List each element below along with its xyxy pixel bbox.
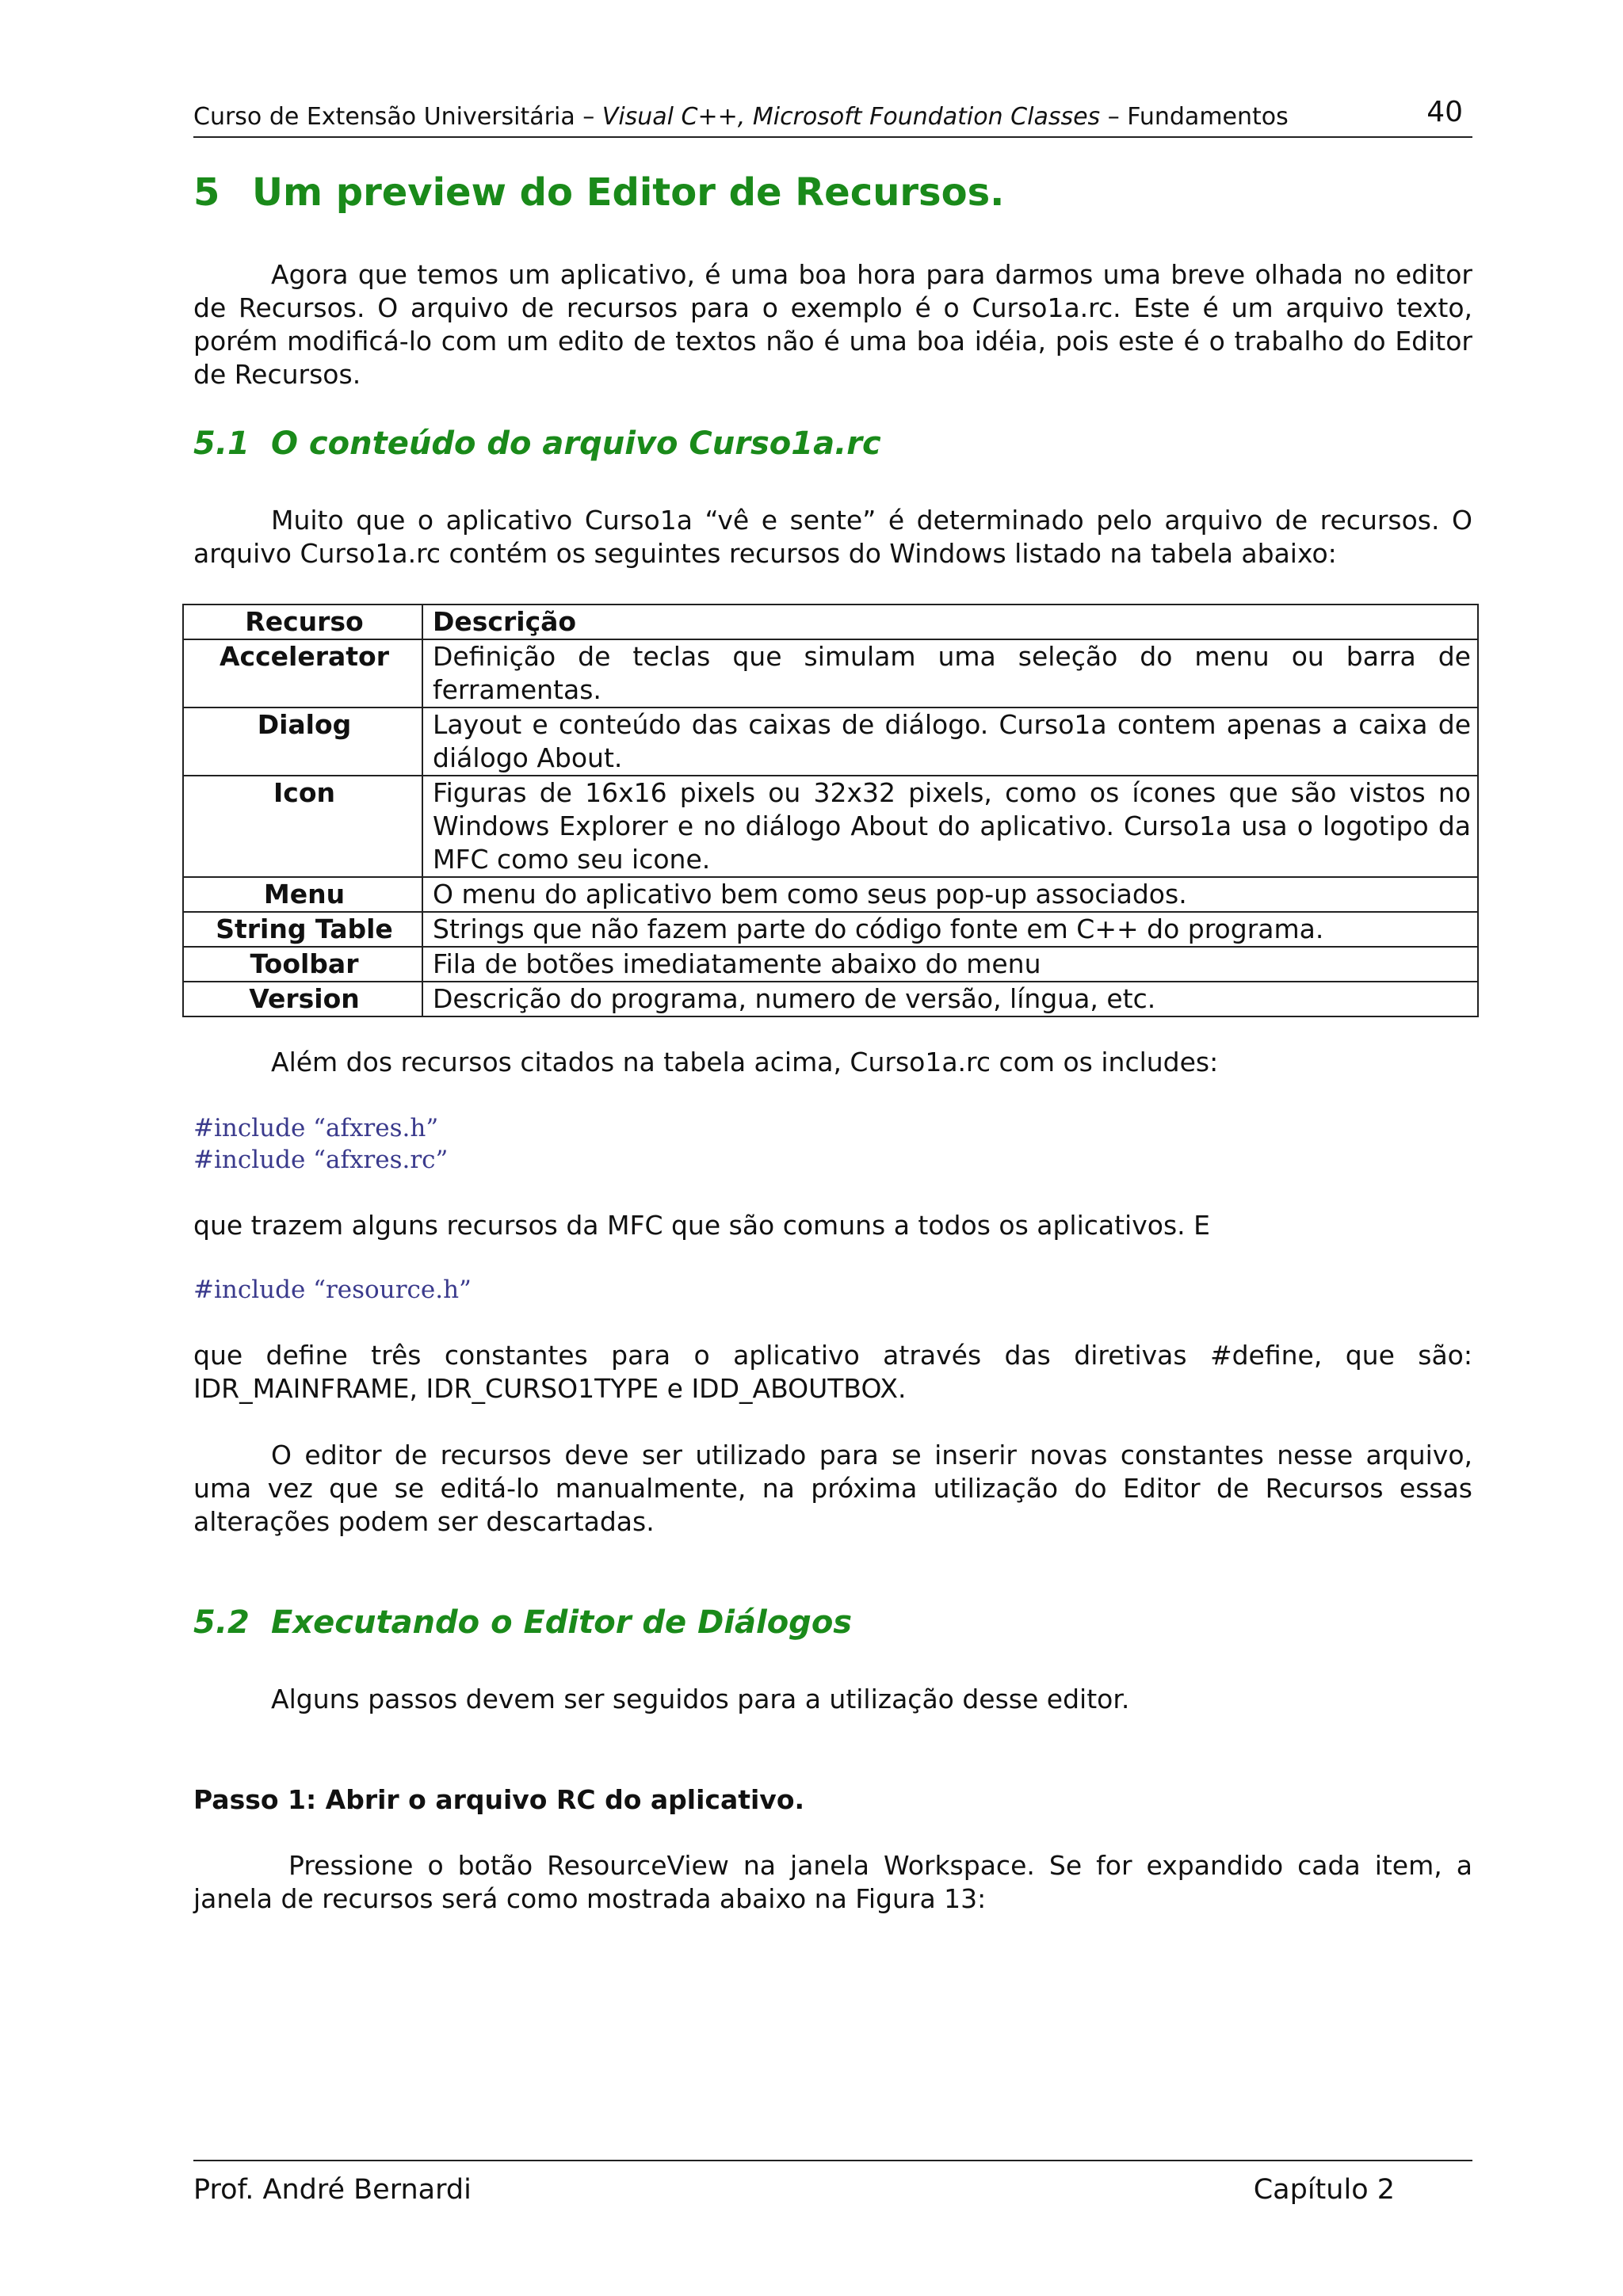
step-1-title: Passo 1: Abrir o arquivo RC do aplicativo. [193, 1784, 805, 1815]
subsection-number-2: 5.2 [193, 1604, 250, 1641]
running-header [193, 98, 1472, 138]
section-title: Um preview do Editor de Recursos. [252, 170, 1005, 215]
table-header-description: Descrição [422, 605, 1478, 639]
table-cell-resource: Icon [183, 776, 422, 877]
table-cell-resource: Menu [183, 877, 422, 912]
table-row [183, 982, 1478, 1016]
subsection-heading-2 [193, 1599, 852, 1646]
header-text-italic: Visual C++, Microsoft Foundation Classes [601, 103, 1101, 131]
header-text [193, 98, 1289, 136]
table-row [183, 776, 1478, 877]
table-row [183, 639, 1478, 707]
footer-chapter: Capítulo 2 [1253, 2174, 1395, 2206]
table-row [183, 877, 1478, 912]
table-row [183, 912, 1478, 947]
after-table-paragraph: Além dos recursos citados na tabela acima, Curso1a.rc com os includes: [271, 1047, 1219, 1077]
define-paragraph: que define três constantes para o aplicativo através das diretivas #define, que são: IDR_MAINFRAME, IDR_CURSO1TYPE e IDD_ABOUTBOX. [193, 1340, 1472, 1404]
table-cell-resource: Toolbar [183, 947, 422, 982]
code-line: #include “afxres.h” [193, 1114, 439, 1142]
subsection-title-2: Executando o Editor de Diálogos [271, 1604, 853, 1641]
table-cell-resource: Dialog [183, 707, 422, 776]
table-row [183, 707, 1478, 776]
code-block-includes [193, 1112, 448, 1176]
subsection-title-1: O conteúdo do arquivo Curso1a.rc [271, 425, 881, 462]
table-cell-description: Fila de botões imediatamente abaixo do menu [422, 947, 1478, 982]
table-cell-description: Layout e conteúdo das caixas de diálogo. Curso1a contem apenas a caixa de diálogo About. [422, 707, 1478, 776]
table-cell-description: Descrição do programa, numero de versão, língua, etc. [422, 982, 1478, 1016]
header-text-start: Curso de Extensão Universitária – [193, 103, 602, 131]
table-header-resource: Recurso [183, 605, 422, 639]
table-cell-description: Definição de teclas que simulam uma seleção do menu ou barra de ferramentas. [422, 639, 1478, 707]
mfc-paragraph: que trazem alguns recursos da MFC que são comuns a todos os aplicativos. E [193, 1210, 1210, 1241]
page-number: 40 [1426, 96, 1463, 128]
table-cell-description: Figuras de 16x16 pixels ou 32x32 pixels, como os ícones que são vistos no Windows Explorer e no diálogo About do aplicativo. Curso1a usa o logotipo da MFC como seu icone. [422, 776, 1478, 877]
resources-table [182, 604, 1479, 1017]
resources-paragraph: Muito que o aplicativo Curso1a “vê e sente” é determinado pelo arquivo de recursos. O arquivo Curso1a.rc contém os seguintes recursos do Windows listado na tabela abaixo: [193, 505, 1472, 569]
table-cell-resource: String Table [183, 912, 422, 947]
subsection-number-1: 5.1 [193, 425, 250, 462]
intro-paragraph: Agora que temos um aplicativo, é uma boa hora para darmos uma breve olhada no editor de Recursos. O arquivo de recursos para o exemplo é o Curso1a.rc. Este é um arquivo texto, porém modificá-lo com um edito de textos não é uma boa idéia, pois este é o trabalho do Editor de Recursos. [193, 259, 1472, 390]
code-line: #include “resource.h” [193, 1276, 472, 1304]
section-number: 5 [193, 170, 220, 215]
editor-paragraph: O editor de recursos deve ser utilizado para se inserir novas constantes nesse arquivo, uma vez que se editá-lo manualmente, na próxima utilização do Editor de Recursos essas alterações podem ser descartadas. [193, 1440, 1472, 1537]
table-cell-description: Strings que não fazem parte do código fonte em C++ do programa. [422, 912, 1478, 947]
table-cell-resource: Version [183, 982, 422, 1016]
header-text-end: – Fundamentos [1100, 103, 1289, 131]
code-block-resource [193, 1274, 472, 1306]
footer-author: Prof. André Bernardi [193, 2174, 472, 2206]
table-row [183, 947, 1478, 982]
step-1-paragraph: Pressione o botão ResourceView na janela Workspace. Se for expandido cada item, a janela de recursos será como mostrada abaixo na Figura 13: [193, 1850, 1472, 1914]
section-heading [193, 165, 1004, 220]
table-header-row [183, 605, 1478, 639]
code-line: #include “afxres.rc” [193, 1146, 449, 1174]
table-cell-description: O menu do aplicativo bem como seus pop-up associados. [422, 877, 1478, 912]
table-cell-resource: Accelerator [183, 639, 422, 707]
running-footer [193, 2160, 1472, 2209]
steps-paragraph: Alguns passos devem ser seguidos para a utilização desse editor. [271, 1684, 1130, 1714]
subsection-heading-1 [193, 420, 881, 467]
